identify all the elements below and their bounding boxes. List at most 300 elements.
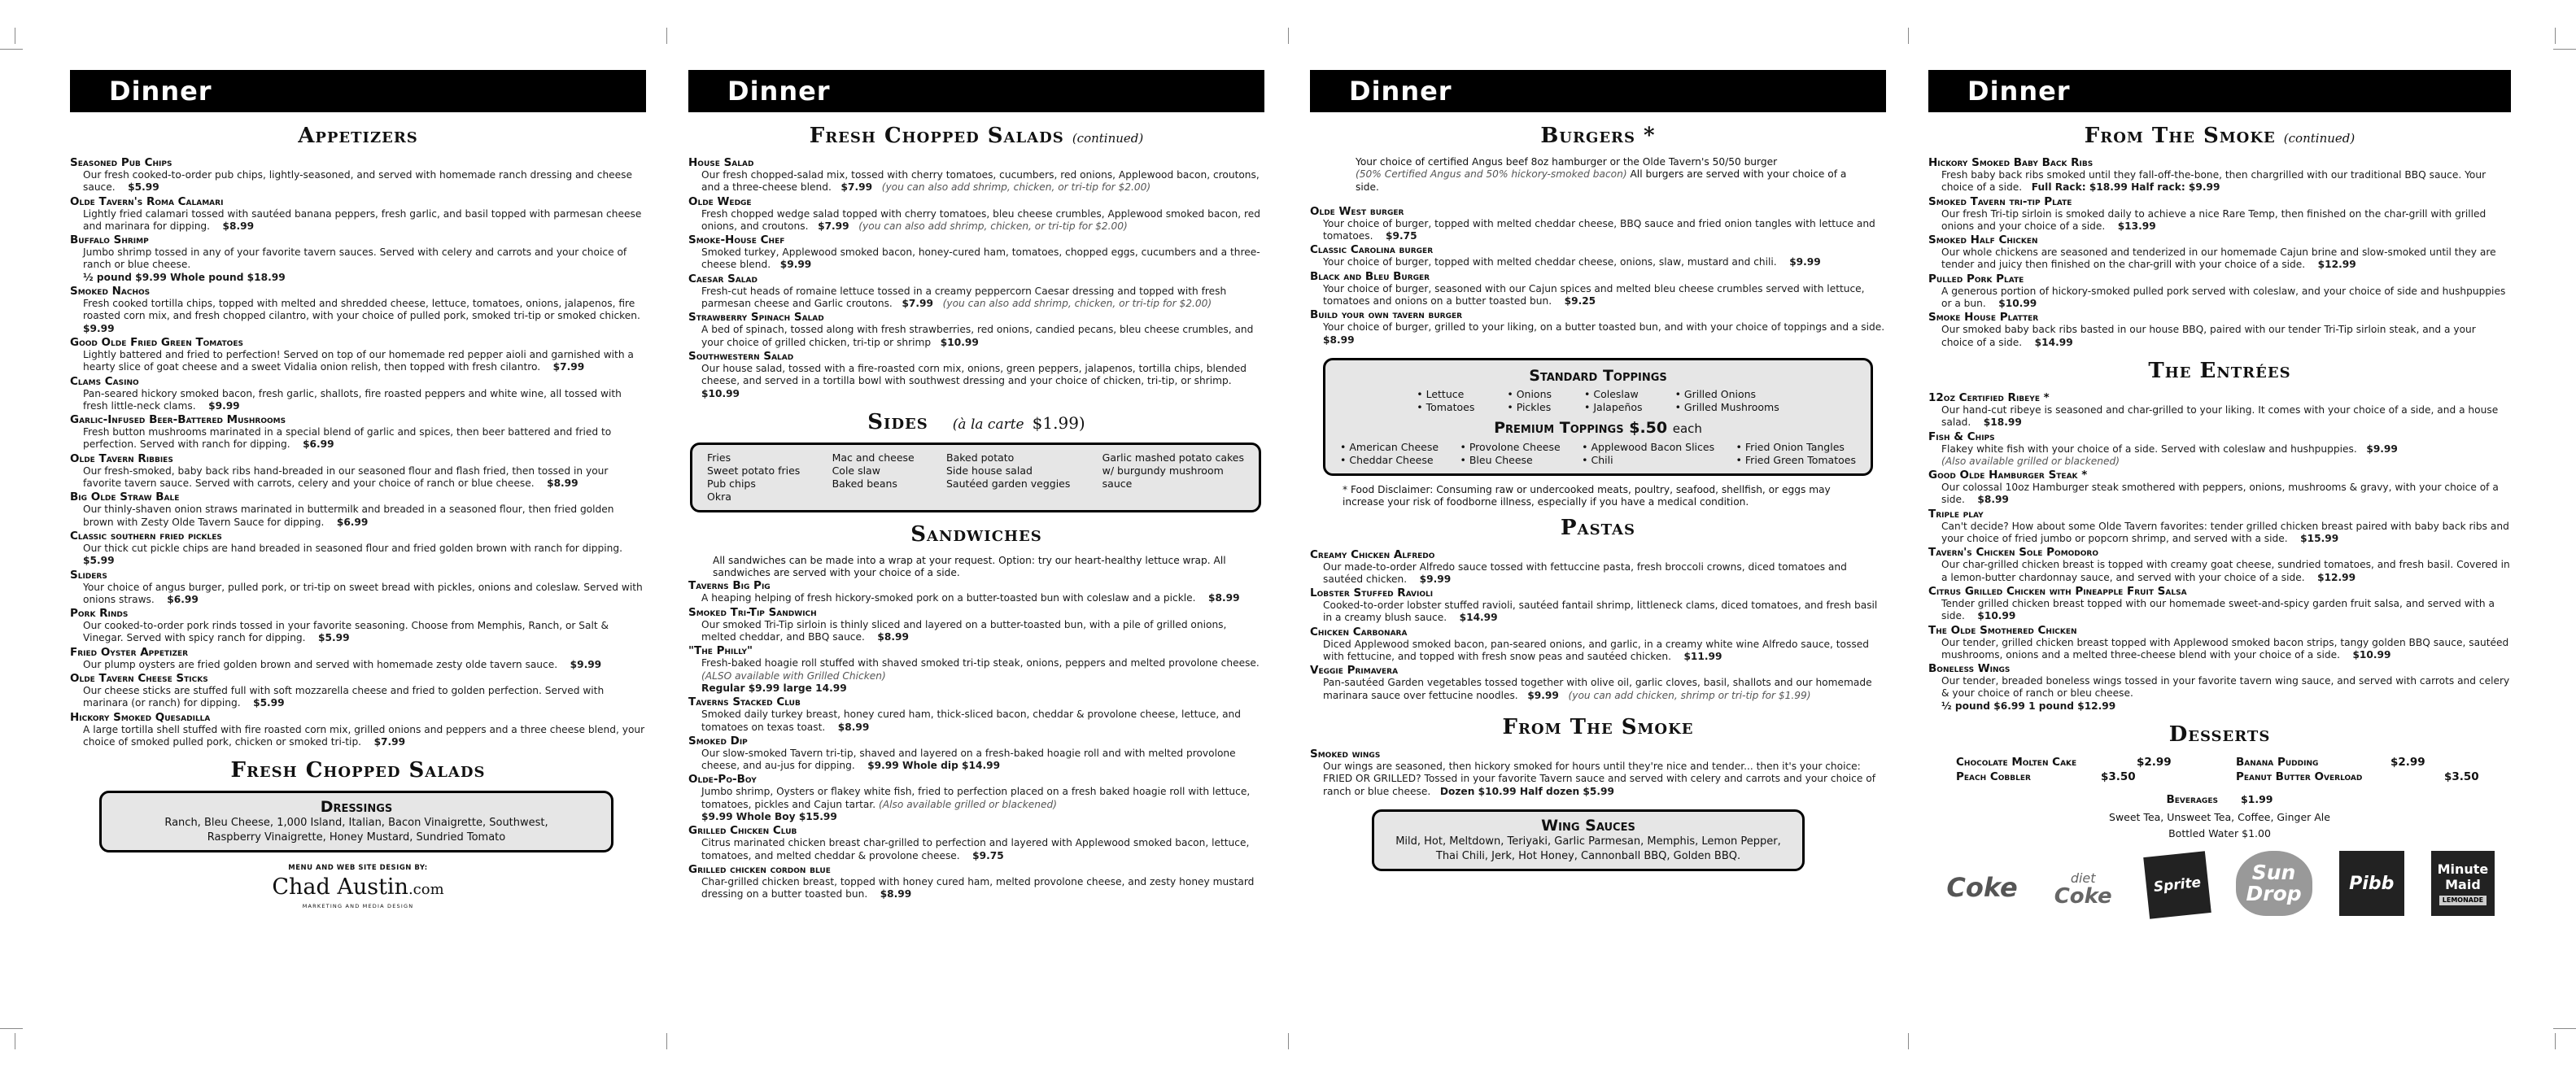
desc-text: Our house salad, tossed with a fire-roasted corn mix, onions, green peppers, jalapenos, tortilla chips, blended cheese, and served in a tortilla bowl with southwest dressing and your choice of chicken, tri-tip, or shrimp. bbox=[701, 362, 1247, 387]
side-item: Baked potato bbox=[946, 451, 1015, 464]
menu-item bbox=[70, 530, 646, 568]
item-desc bbox=[70, 659, 646, 671]
item-price: $14.99 bbox=[2034, 336, 2073, 348]
item-note: (you can add chicken, shrimp or tri-tip for $1.99) bbox=[1568, 689, 1811, 701]
desc-text: Cooked-to-order lobster stuffed ravioli, sautéed fantail shrimp, littleneck clams, diced tomatoes, and fresh basil in a creamy blush sauce. bbox=[1323, 600, 1878, 624]
topping-item: • Bleu Cheese bbox=[1460, 453, 1533, 466]
desc-text: Our hand-cut ribeye is seasoned and char-grilled to your liking. It comes with your choice of a side, and a house salad. bbox=[1941, 403, 2499, 429]
item-name: Clams Casino bbox=[70, 374, 139, 388]
item-desc bbox=[688, 876, 1264, 901]
item-name: 12oz Certified Ribeye * bbox=[1928, 390, 2050, 404]
desc-text: Your choice of burger, topped with melted cheddar cheese, onions, slaw, mustard and chili. bbox=[1323, 256, 1777, 268]
desc-text: Our smoked Tri-Tip sirloin is thinly sliced and layered on a butter-toasted bun, with a pile of grilled onions, melted cheddar, and BBQ sauce. bbox=[701, 618, 1227, 643]
item-price: $9.99 Whole Boy $15.99 bbox=[701, 811, 837, 823]
coke-text: Coke bbox=[1946, 872, 2018, 904]
menu-item bbox=[688, 735, 1264, 773]
item-price: $7.99 bbox=[552, 361, 585, 373]
item-name: Pulled Pork Plate bbox=[1928, 272, 2024, 286]
menu-item bbox=[70, 646, 646, 671]
intro-text: Your choice of certified Angus beef 8oz hamburger or the Olde Tavern's 50/50 burger bbox=[1356, 156, 1778, 168]
item-desc bbox=[1928, 637, 2511, 662]
section-title-pastas: Pastas bbox=[1561, 515, 1635, 540]
bottled-water: Bottled Water $1.00 bbox=[2168, 827, 2271, 840]
menu-item bbox=[688, 350, 1264, 400]
menu-panel-4 bbox=[1928, 70, 2511, 1062]
toppings-col bbox=[1582, 441, 1714, 467]
item-price: Dozen $10.99 Half dozen $5.99 bbox=[1439, 785, 1614, 797]
diet-text: diet bbox=[2070, 870, 2096, 887]
menu-item bbox=[1310, 664, 1886, 702]
item-name: Tavern's Chicken Sole Pomodoro bbox=[1928, 546, 2099, 560]
section-title-desserts: Desserts bbox=[2168, 722, 2271, 748]
crop-mark bbox=[1908, 1033, 1909, 1049]
item-desc bbox=[70, 349, 646, 374]
section-title-appetizers: Appetizers bbox=[298, 124, 418, 148]
item-desc bbox=[1928, 208, 2511, 233]
item-price: $9.99 bbox=[83, 322, 115, 334]
maid-text: Maid bbox=[2445, 877, 2481, 893]
item-desc bbox=[688, 324, 1264, 349]
wing-sauces-title: Wing Sauces bbox=[1541, 816, 1635, 835]
desc-text: A large tortilla shell stuffed with fire roasted corn mix, grilled onions and peppers and a three cheese blend, your choice of smoked pulled pork, chicken or smoked tri-tip. bbox=[83, 723, 645, 748]
desc-text: Your choice of burger, seasoned with our Cajun spices and melted bleu cheese crumbles served with lettuce, tomatoes and onions on a butter toasted bun. bbox=[1323, 282, 1865, 307]
desc-text: A bed of spinach, tossed along with fresh strawberries, red onions, candied pecans, bleu cheese crumbles, and your choice of grilled chicken, tri-tip or shrimp bbox=[701, 324, 1254, 348]
menu-item bbox=[70, 285, 646, 335]
crop-mark bbox=[2553, 49, 2576, 50]
item-desc bbox=[1310, 321, 1886, 347]
desc-text: Tender grilled chicken breast topped with our homemade sweet-and-spicy garden fruit salsa, and served with a side. bbox=[1941, 597, 2495, 622]
item-name: Boneless Wings bbox=[1928, 662, 2011, 676]
desc-text: Smoked turkey, Applewood smoked bacon, honey-cured ham, tomatoes, chopped eggs, cucumbers and a three-cheese blend. bbox=[701, 246, 1260, 271]
intro-end: All burgers are served with your choice of a side. bbox=[1356, 168, 1847, 193]
credit-caption: MENU AND WEB SITE DESIGN BY: bbox=[288, 864, 428, 873]
menu-item bbox=[70, 491, 646, 529]
topping-item: • Pickles bbox=[1507, 400, 1552, 413]
premium-toppings-title bbox=[1340, 419, 1856, 438]
desc-text: Our colossal 10oz Hamburger steak smothered with peppers, onions, mushrooms & gravy, with your choice of a side. bbox=[1941, 482, 2499, 506]
desc-text: Our fresh chopped-salad mix, tossed with cherry tomatoes, cucumbers, red onions, Applewood bacon, croutons, and a three-cheese blend. bbox=[701, 169, 1260, 194]
beverages-header bbox=[1928, 792, 2511, 807]
item-name: Chicken Carbonara bbox=[1310, 625, 1408, 639]
item-price: $8.99 bbox=[547, 477, 579, 490]
item-desc bbox=[1310, 283, 1886, 308]
item-price: $12.99 bbox=[2317, 571, 2356, 583]
intro-note: (50% Certified Angus and 50% hickory-smoked bacon) bbox=[1356, 168, 1627, 181]
item-desc bbox=[1928, 559, 2511, 584]
item-desc bbox=[70, 543, 646, 568]
credit-tagline: MARKETING AND MEDIA DESIGN bbox=[302, 903, 414, 910]
desc-text: Our fresh-smoked, baby back ribs hand-breaded in our seasoned flour and flash fried, then tossed in your favorite tavern sauce. Served with carrots, celery and your choice of ranch or blue cheese. bbox=[83, 464, 609, 490]
appetizer-list bbox=[70, 156, 646, 748]
item-price: $9.99 bbox=[1419, 573, 1452, 585]
desc-text: Your choice of burger, grilled to your liking, on a butter toasted bun, and with your choice of toppings and a side. bbox=[1323, 321, 1885, 334]
menu-item bbox=[1928, 508, 2511, 546]
menu-item bbox=[1928, 662, 2511, 713]
item-price: $7.99 bbox=[373, 735, 406, 748]
toppings-col bbox=[1675, 388, 1779, 414]
item-name: Sliders bbox=[70, 568, 107, 582]
item-name: Good Olde Hamburger Steak * bbox=[1928, 469, 2088, 482]
desc-text: Can't decide? How about some Olde Tavern favorites: tender grilled chicken breast paired with baby back ribs and your choice of fried jumbo or popcorn shrimp, and served with a side. bbox=[1941, 520, 2509, 545]
item-price: $8.99 bbox=[1977, 494, 2009, 506]
item-desc bbox=[1928, 169, 2511, 194]
beverages-list: Sweet Tea, Unsweet Tea, Coffee, Ginger Ale bbox=[2109, 811, 2330, 824]
dessert-name: Chocolate Molten Cake bbox=[1956, 756, 2077, 770]
topping-item: • Lettuce bbox=[1417, 387, 1465, 400]
item-note: (Also available grilled or blackened) bbox=[879, 798, 1057, 810]
dessert-row bbox=[1956, 755, 2511, 770]
menu-item bbox=[1928, 624, 2511, 662]
crop-mark bbox=[666, 1033, 667, 1049]
item-name: Seasoned Pub Chips bbox=[70, 156, 172, 169]
side-item: Sweet potato fries bbox=[707, 464, 801, 477]
item-desc bbox=[70, 388, 646, 413]
item-desc bbox=[1310, 218, 1886, 243]
item-name: Lobster Stuffed Ravioli bbox=[1310, 586, 1434, 600]
item-name: Garlic-Infused Beer-Battered Mushrooms bbox=[70, 413, 286, 427]
menu-item bbox=[688, 273, 1264, 311]
toppings-box bbox=[1323, 358, 1873, 476]
minute-maid-logo bbox=[2431, 851, 2495, 916]
dessert-name: Peanut Butter Overload bbox=[2236, 770, 2363, 784]
item-price: $8.99 bbox=[880, 888, 912, 900]
item-price: $7.99 bbox=[902, 298, 933, 310]
desc-text: Jumbo shrimp tossed in any of your favorite tavern sauces. Served with celery and carrots and your choice of ranch or blue cheese. bbox=[83, 246, 627, 271]
alacarte-label: (à la carte bbox=[952, 416, 1024, 433]
item-name: The Olde Smothered Chicken bbox=[1928, 623, 2077, 637]
item-desc bbox=[1310, 639, 1886, 664]
item-name: Triple play bbox=[1928, 507, 1984, 521]
item-name: Fried Oyster Appetizer bbox=[70, 645, 189, 659]
desc-text: Fresh chopped wedge salad topped with cherry tomatoes, bleu cheese crumbles, Applewood smoked bacon, red onions, and croutons. bbox=[701, 207, 1260, 232]
item-desc bbox=[1310, 677, 1886, 702]
item-price: $6.99 bbox=[303, 438, 334, 451]
menu-item bbox=[688, 311, 1264, 349]
sides-price: $1.99) bbox=[1032, 412, 1085, 433]
desc-text: Our wings are seasoned, then hickory smoked for hours until they're nice and tender... then it's your choice: FRIED OR GRILLED? Tossed in your favorite Tavern sauce and served with celery and carrots and your choice of ranch or blue cheese. bbox=[1323, 760, 1876, 797]
menu-item bbox=[1310, 205, 1886, 243]
desc-text: Pan-seared hickory smoked bacon, fresh garlic, shallots, fire roasted peppers and white wine, all tossed with fresh little-neck clams. bbox=[83, 387, 622, 412]
desc-text: Our thinly-shaven onion straws marinated in buttermilk and breaded in a seasoned flour, then fried golden brown with Zesty Olde Tavern Sauce for dipping. bbox=[83, 504, 614, 528]
item-name: Pork Rinds bbox=[70, 607, 129, 621]
toppings-col bbox=[1584, 388, 1643, 414]
desc-text: Fresh-baked hoagie roll stuffed with shaved smoked tri-tip steak, onions, peppers and melted provolone cheese. bbox=[701, 657, 1260, 669]
item-desc bbox=[1928, 404, 2511, 429]
item-desc bbox=[1928, 675, 2511, 713]
desc-text: Your choice of angus burger, pulled pork, or tri-tip on sweet bread with pickles, onions and coleslaw. Served with onions straws. bbox=[83, 581, 643, 605]
section-title-text: Fresh Chopped Salads bbox=[809, 124, 1064, 148]
item-desc bbox=[70, 582, 646, 607]
toppings-col bbox=[1417, 388, 1474, 414]
item-desc bbox=[70, 504, 646, 529]
item-name: Taverns Stacked Club bbox=[688, 695, 801, 709]
item-desc bbox=[1310, 561, 1886, 586]
item-desc bbox=[688, 786, 1264, 823]
drop-text: Drop bbox=[2246, 882, 2302, 906]
desc-text: Our cooked-to-order pork rinds tossed in your favorite seasoning. Choose from Memphis, Ranch, or Salt & Vinegar. Served with spicy ranch for dipping. bbox=[83, 620, 609, 644]
menu-item bbox=[1928, 233, 2511, 272]
desc-text: Char-grilled chicken breast, topped with honey cured ham, melted provolone cheese, and zesty honey mustard dressing on a butter toasted bun. bbox=[701, 875, 1255, 900]
dessert-price: $3.50 bbox=[2444, 770, 2479, 784]
topping-item: • American Cheese bbox=[1340, 440, 1439, 453]
item-name: Black and Bleu Burger bbox=[1310, 269, 1430, 283]
menu-item bbox=[1928, 195, 2511, 233]
menu-item bbox=[688, 233, 1264, 272]
item-desc bbox=[1310, 761, 1886, 798]
credit-domain: .com bbox=[408, 881, 444, 899]
item-name: Olde-Po-Boy bbox=[688, 773, 757, 787]
menu-item bbox=[688, 695, 1264, 734]
menu-item bbox=[70, 233, 646, 284]
item-price: $8.99 bbox=[837, 721, 870, 733]
smoke-list bbox=[1928, 156, 2511, 349]
food-disclaimer: * Food Disclaimer: Consuming raw or undercooked meats, poultry, seafood, shellfish, or eggs may increase your risk of foodborne illness, especially if you have a medical condition. bbox=[1343, 483, 1831, 508]
item-name: Smoke-House Chef bbox=[688, 233, 785, 247]
coke-logo bbox=[1945, 859, 2019, 916]
menu-item bbox=[1928, 311, 2511, 349]
item-desc bbox=[688, 208, 1264, 233]
item-name: Big Olde Straw Bale bbox=[70, 491, 180, 504]
menu-item bbox=[70, 195, 646, 233]
topping-item: • Grilled Onions bbox=[1674, 387, 1757, 400]
desc-text: Our smoked baby back ribs basted in our house BBQ, paired with our tender Tri-Tip sirloin steak, and a your choice of a side. bbox=[1941, 324, 2476, 348]
item-desc bbox=[70, 208, 646, 233]
item-price: $10.99 bbox=[1998, 298, 2037, 310]
item-desc bbox=[688, 363, 1264, 400]
item-desc bbox=[1928, 482, 2511, 507]
item-price: $10.99 bbox=[940, 336, 979, 348]
menu-item bbox=[688, 195, 1264, 233]
menu-item bbox=[70, 672, 646, 710]
desc-text: Diced Applewood smoked bacon, pan-seared onions, and garlic, in a creamy white wine Alfredo sauce, tossed with fettucine, and topped with fresh snow peas and sautéed chicken. bbox=[1323, 638, 1869, 663]
item-note: (you can also add shrimp, chicken, or tri-tip for $2.00) bbox=[942, 298, 1212, 310]
sides-col bbox=[946, 451, 1070, 504]
item-desc bbox=[70, 246, 646, 284]
item-desc bbox=[688, 619, 1264, 644]
menu-item bbox=[1928, 430, 2511, 469]
item-price: Full Rack: $18.99 Half rack: $9.99 bbox=[2031, 181, 2220, 194]
continued-label: (continued) bbox=[2283, 131, 2356, 146]
coke-text: Coke bbox=[2054, 884, 2112, 909]
item-name: Classic Carolina burger bbox=[1310, 243, 1434, 257]
crop-mark bbox=[0, 49, 23, 50]
topping-item: • Chili bbox=[1582, 453, 1613, 466]
item-price: ½ pound $9.99 Whole pound $18.99 bbox=[83, 271, 286, 283]
item-desc bbox=[1310, 256, 1886, 268]
desc-text: Our char-grilled chicken breast is topped with creamy goat cheese, sundried tomatoes, and fresh basil. Covered in a lemon-butter chardonnay sauce, and served with your choice of a side. bbox=[1941, 559, 2510, 583]
item-price: $6.99 bbox=[336, 516, 369, 528]
menu-item bbox=[688, 863, 1264, 901]
side-item: w/ burgundy mushroom bbox=[1102, 464, 1224, 477]
drink-logos bbox=[1928, 851, 2511, 916]
toppings-col bbox=[1507, 388, 1552, 414]
topping-item: • Jalapeños bbox=[1584, 400, 1643, 413]
item-price: ½ pound $6.99 1 pound $12.99 bbox=[1941, 700, 2116, 712]
item-price: $9.99 bbox=[570, 658, 602, 670]
dinner-banner: Dinner bbox=[688, 70, 1264, 112]
item-desc bbox=[688, 246, 1264, 272]
sprite-logo bbox=[2144, 851, 2212, 919]
desc-text: Fresh baby back ribs smoked until they fall-off-the-bone, then chargrilled with our traditional BBQ sauce. Your choice of a side. bbox=[1941, 169, 2486, 194]
dessert-name: Banana Pudding bbox=[2236, 756, 2319, 770]
section-title-sides bbox=[688, 410, 1264, 434]
item-name: Hickory Smoked Quesadilla bbox=[70, 710, 211, 724]
side-item: Okra bbox=[707, 490, 731, 503]
premium-toppings-grid bbox=[1340, 441, 1856, 467]
item-desc bbox=[70, 724, 646, 749]
dinner-banner: Dinner bbox=[1928, 70, 2511, 112]
item-name: Smoke House Platter bbox=[1928, 311, 2039, 325]
item-price: $9.99 bbox=[2366, 443, 2398, 455]
dessert-name: Peach Cobbler bbox=[1956, 770, 2031, 784]
section-title-text: From The Smoke bbox=[2084, 124, 2276, 148]
item-price: $5.99 bbox=[253, 697, 285, 709]
sandwich-list bbox=[688, 579, 1264, 900]
menu-panel-1 bbox=[70, 70, 646, 1062]
item-name: Smoked Tavern tri-tip Plate bbox=[1928, 194, 2072, 208]
item-name: Smoked Tri-Tip Sandwich bbox=[688, 605, 817, 619]
menu-panel-2 bbox=[688, 70, 1264, 1062]
desc-text: Our fresh Tri-tip sirloin is smoked daily to achieve a nice Rare Temp, then finished on the char-grill with grilled onions and your choice of a side. bbox=[1941, 207, 2486, 232]
side-item: Mac and cheese bbox=[832, 451, 915, 464]
item-price: $5.99 bbox=[318, 632, 350, 644]
item-price: $7.99 bbox=[818, 220, 849, 232]
desc-text: Our fresh cooked-to-order pub chips, lightly-seasoned, and served with homemade ranch dressing and cheese sauce. bbox=[83, 169, 633, 194]
desc-text: Lightly battered and fried to perfection! Served on top of our homemade red pepper aioli and garnished with a hearty slice of goat cheese and a sweet Vidalia onion relish, then topped with fresh cilantro. bbox=[83, 348, 634, 373]
item-price: $13.99 bbox=[2117, 220, 2156, 232]
side-item: Baked beans bbox=[832, 477, 897, 490]
beverages bbox=[1928, 792, 2511, 841]
design-credit bbox=[70, 864, 646, 909]
desc-text: Our plump oysters are fried golden brown and served with homemade zesty olde tavern sauce. bbox=[83, 658, 558, 670]
toppings-col bbox=[1460, 441, 1561, 467]
premium-each: each bbox=[1672, 421, 1702, 436]
item-price: $15.99 bbox=[2300, 533, 2339, 545]
menu-item bbox=[1928, 469, 2511, 507]
item-price: $9.99 bbox=[779, 259, 812, 271]
item-price: $10.99 bbox=[1977, 610, 2016, 622]
item-price: $8.99 bbox=[222, 220, 255, 232]
item-name: Smoked wings bbox=[1310, 747, 1381, 761]
item-name: Southwestern Salad bbox=[688, 349, 794, 363]
sides-col bbox=[707, 451, 800, 504]
crop-mark bbox=[1288, 28, 1289, 44]
menu-item bbox=[1310, 748, 1886, 798]
side-item: Pub chips bbox=[707, 477, 756, 490]
item-name: "The Philly" bbox=[688, 644, 753, 658]
crop-mark bbox=[0, 1028, 23, 1029]
item-name: Citrus Grilled Chicken with Pineapple Fruit Salsa bbox=[1928, 584, 2187, 598]
item-name: Caesar Salad bbox=[688, 272, 758, 286]
menu-item bbox=[1928, 546, 2511, 584]
section-title-sandwiches: Sandwiches bbox=[910, 521, 1042, 547]
item-price: $10.99 bbox=[701, 387, 740, 399]
item-name: Grilled Chicken Club bbox=[688, 824, 797, 838]
section-title-salads-continued bbox=[688, 124, 1264, 148]
item-name: Olde Wedge bbox=[688, 194, 752, 208]
minute-text: Minute bbox=[2437, 861, 2489, 878]
item-desc bbox=[688, 709, 1264, 734]
item-price: $7.99 bbox=[840, 181, 873, 194]
pibb-logo bbox=[2339, 851, 2404, 916]
item-desc bbox=[1928, 246, 2511, 272]
item-desc bbox=[70, 426, 646, 451]
desc-text: Our thick cut pickle chips are hand breaded in seasoned flour and fried golden brown with ranch for dipping. bbox=[83, 542, 622, 554]
beverages-label: Beverages bbox=[2166, 793, 2218, 807]
item-price: $12.99 bbox=[2317, 259, 2356, 271]
item-desc bbox=[70, 465, 646, 491]
desc-text: Our tender, breaded boneless wings tossed in your favorite tavern wing sauce, and served with carrots and celery & your choice of ranch or bleu cheese. bbox=[1941, 675, 2510, 700]
desc-text: Flakey white fish with your choice of a side. Served with coleslaw and hushpuppies. bbox=[1941, 443, 2357, 455]
premium-title-text: Premium Toppings bbox=[1494, 418, 1624, 437]
wing-sauces-line: Mild, Hot, Meltdown, Teriyaki, Garlic Parmesan, Memphis, Lemon Pepper, bbox=[1395, 835, 1781, 848]
topping-item: • Grilled Mushrooms bbox=[1674, 400, 1779, 413]
dressings-title: Dressings bbox=[320, 798, 393, 817]
menu-item bbox=[70, 569, 646, 607]
item-name: Smoked Half Chicken bbox=[1928, 233, 2038, 247]
desc-text: Lightly fried calamari tossed with sautéed banana peppers, fresh garlic, and basil topped with parmesan cheese and marinara for dipping. bbox=[83, 207, 642, 232]
desc-text: Citrus marinated chicken breast char-grilled to perfection and layered with Applewood smoked bacon, lettuce, tomatoes, and melted cheddar & provolone cheese. bbox=[701, 837, 1250, 861]
desc-text: A generous portion of hickory-smoked pulled pork served with coleslaw, and your choice of side and hushpuppies or a bun. bbox=[1941, 285, 2506, 310]
item-name: Hickory Smoked Baby Back Ribs bbox=[1928, 156, 2094, 169]
side-item: Sautéed garden veggies bbox=[946, 477, 1071, 490]
sun-drop-logo bbox=[2236, 851, 2312, 916]
crop-mark bbox=[2555, 28, 2556, 44]
desc-text: Our made-to-order Alfredo sauce tossed with fettuccine pasta, fresh broccoli crowns, diced tomatoes and sautéed chicken. bbox=[1323, 560, 1847, 585]
crop-mark bbox=[1288, 1033, 1289, 1049]
standard-toppings-title: Standard Toppings bbox=[1529, 366, 1667, 385]
section-title-burgers: Burgers * bbox=[1540, 124, 1656, 148]
toppings-col bbox=[1340, 441, 1439, 467]
crop-mark bbox=[666, 28, 667, 44]
desc-text: Jumbo shrimp, Oysters or flakey white fish, fried to perfection placed on a fresh baked hoagie roll with lettuce, tomatoes, pickles and Cajun tartar. bbox=[701, 786, 1251, 810]
desc-text: A heaping helping of fresh hickory-smoked pork on a butter-toasted bun with coleslaw and a pickle. bbox=[701, 592, 1196, 604]
item-desc bbox=[1928, 521, 2511, 546]
menu-item bbox=[70, 156, 646, 194]
item-price: $10.99 bbox=[2352, 648, 2391, 661]
burger-list bbox=[1310, 205, 1886, 347]
item-name: Classic southern fried pickles bbox=[70, 529, 222, 543]
side-item: Garlic mashed potato cakes bbox=[1102, 451, 1244, 464]
desc-text: Pan-sautéed Garden vegetables tossed together with olive oil, garlic cloves, basil, shallots and our homemade marinara sauce over fettucine noodles. bbox=[1323, 677, 1872, 701]
item-desc bbox=[688, 837, 1264, 862]
continued-label: (continued) bbox=[1072, 131, 1144, 146]
menu-item bbox=[70, 413, 646, 451]
desc-text: Fresh button mushrooms marinated in a special blend of garlic and spices, then beer battered and fried to perfection. Served with ranch for dipping. bbox=[83, 426, 612, 451]
desc-text: Your choice of burger, topped with melted cheddar cheese, BBQ sauce and fried onion tangles with lettuce and tomatoes. bbox=[1323, 217, 1875, 242]
premium-price: $.50 bbox=[1629, 418, 1668, 437]
side-item: Fries bbox=[707, 451, 731, 464]
item-desc bbox=[688, 169, 1264, 194]
sun-text: Sun bbox=[2251, 861, 2296, 885]
item-price: $9.99 bbox=[208, 399, 240, 412]
dinner-banner: Dinner bbox=[1310, 70, 1886, 112]
menu-item bbox=[70, 711, 646, 749]
item-price: $9.99 bbox=[1527, 689, 1559, 701]
item-price: $11.99 bbox=[1683, 651, 1722, 663]
credit-logo bbox=[70, 874, 646, 903]
item-name: Olde Tavern's Roma Calamari bbox=[70, 194, 224, 208]
side-item: Side house salad bbox=[946, 464, 1033, 477]
item-desc bbox=[1928, 286, 2511, 311]
desc-text: Fresh-cut heads of romaine lettuce tossed in a creamy peppercorn Caesar dressing and topped with fresh parmesan cheese and Garlic croutons. bbox=[701, 285, 1227, 310]
dressings-line: Raspberry Vinaigrette, Honey Mustard, Sundried Tomato bbox=[207, 831, 506, 844]
item-note: (Also available grilled or blackened) bbox=[1941, 455, 2120, 467]
menu-panel-3 bbox=[1310, 70, 1886, 1062]
entree-list bbox=[1928, 391, 2511, 713]
item-name: Olde West burger bbox=[1310, 204, 1404, 218]
item-price: $8.99 bbox=[1208, 592, 1240, 604]
